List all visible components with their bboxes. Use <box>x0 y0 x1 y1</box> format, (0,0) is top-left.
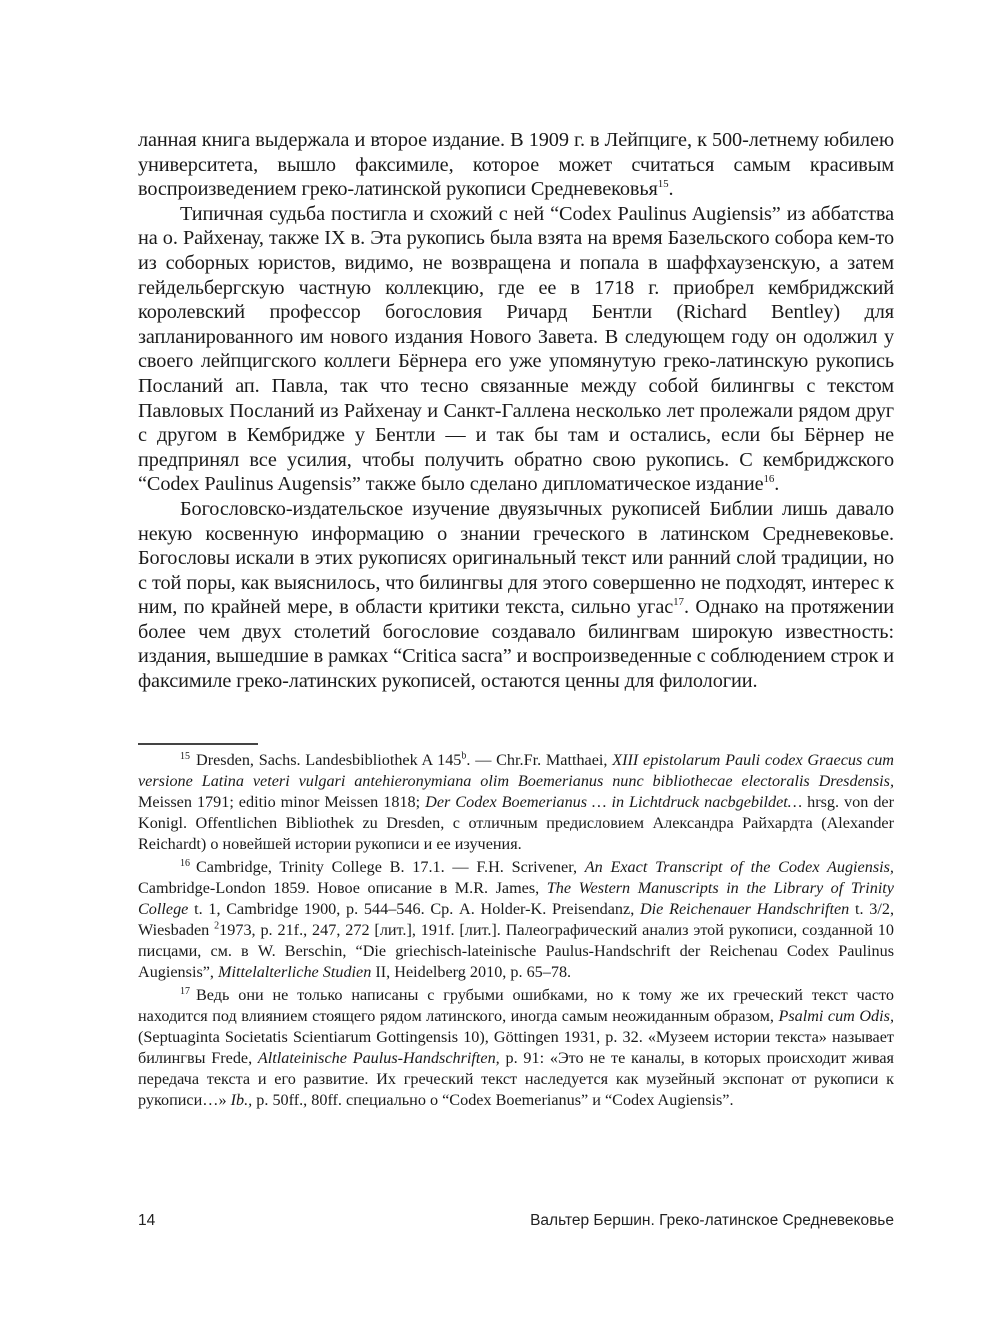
text-run: p. 91: «Это не те каналы, в которых происходит живая передача текста и его развитие. Их греческий текст наследуется как музейный экспонат от рукописи к рукописи…» <box>138 1049 894 1109</box>
footnote-text <box>138 751 894 853</box>
text-run: II, Heidelberg 2010, p. 65–78. <box>371 963 572 981</box>
italic-text: An Exact Transcript of the Codex Augiensis, <box>584 858 894 876</box>
text-run: Dresden, Sachs. Landesbibliothek A 145 <box>196 751 462 769</box>
paragraph-2 <box>138 202 894 497</box>
italic-text: Mittelalterliche Studien <box>218 963 372 981</box>
footnote-text <box>138 858 894 981</box>
paragraph-tail: . <box>668 178 674 201</box>
text-run: Ведь они не только написаны с грубыми ошибками, но к тому же их греческий текст часто находится под влиянием стоящего рядом латинского, иногда самым неожиданным образом, <box>138 986 894 1025</box>
footnote-text <box>138 986 894 1109</box>
superscript: b <box>461 750 467 762</box>
paragraph-1 <box>138 128 894 202</box>
superscript: 2 <box>214 920 220 932</box>
paragraph-text: Богословско-издательское изучение двуязычных рукописей Библии лишь давало некую косвенную информацию о знании греческого в латинском Средневековье. Богословы искали в этих рукописях оригинальный текст или ранний слой традиции, но с той поры, как выяснилось, что билингвы для этого совершенно не подходят, интерес к ним, по крайней мере, в области критики текста, сильно угас <box>138 497 894 619</box>
footnote-number: 17 <box>180 985 190 997</box>
paragraph-3 <box>138 497 894 694</box>
text-run: t. 3/2, Wiesbaden <box>138 900 894 939</box>
italic-text: Psalmi cum Odis, <box>778 1007 894 1025</box>
text-run: Cambridge, Trinity College B. 17.1. — F.H. Scrivener, <box>196 858 585 876</box>
text-run: p. 50ff., 80ff. специально о “Codex Boemerianus” и “Codex Augiensis”. <box>252 1091 734 1109</box>
paragraph-text: Типичная судьба постигла и схожий с ней “Codex Paulinus Augiensis” из аббатства на о. Райхенау, также IX в. Эта рукопись была взята на время Базельского собора кем-то из соборных юристов, видимо, не возвращена и попала в шаффхаузенскую, а затем гейдельбергскую частную коллекцию, где ее в 1718 г. приобрел кембриджский королевский профессор богословия Ричард Бентли (Richard Bentley) для запланированного им нового издания Нового Завета. В следующем году он одолжил у своего лейпцигского коллеги Бёрнера его уже упомянутую греко-латинскую рукопись Посланий ап. Павла, так что тесно связанные между собой билингвы с текстом Павловых Посланий из Райхенау и Санкт-Галлена несколько лет пролежали рядом друг с другом в Кембридже у Бентли — и так бы там и остались, если бы Бёрнер не предпринял все усилия, чтобы получить обратно свою рукопись. С кембриджского “Codex Paulinus Augensis” также было сделано дипломатическое издание <box>138 202 894 496</box>
footnote-ref-16[interactable]: 16 <box>763 473 775 486</box>
text-run: 1973, p. 21f., 247, 272 [лит.], 191f. [лит.]. Палеографический анализ этой рукописи, созданной 10 писцами, см. в W. Berschin, “Die griechisch-lateinische Paulus-Handschrift der Reichenau Codex Paulinus Augiensis”, <box>138 921 894 981</box>
italic-text: Altlateinische Paulus-Handschriften, <box>257 1049 500 1067</box>
footnote-15 <box>138 750 894 855</box>
body-text <box>138 128 894 694</box>
text-run: Cambridge-London 1859. Новое описание в M.R. James, <box>138 879 547 897</box>
italic-text: XIII epistolarum Pauli codex Graecus cum versione Latina veteri vulgari antehieronymiana olim Boemerianus nunc bibliothecae electoralis Dresdensis, <box>138 751 894 790</box>
footnotes <box>138 750 894 1113</box>
footnote-number: 16 <box>180 857 190 869</box>
text-run: . — Chr.Fr. Matthaei, <box>466 751 613 769</box>
text-run: t. 1, Cambridge 1900, p. 544–546. Ср. A. Holder-K. Preisendanz, <box>188 900 640 918</box>
text-run: Meissen 1791; editio minor Meissen 1818; <box>138 793 426 811</box>
italic-text: Der Codex Boemerianus … in Lichtdruck nacbgebildet… <box>425 793 803 811</box>
text-run: (Septuaginta Societatis Scientiarum Gottingensis 10), Göttingen 1931, p. 32. «Музеем истории текста» называет билингвы Frede, <box>138 1028 894 1067</box>
main-text <box>138 128 894 694</box>
italic-text: The Western Manuscripts in the Library of Trinity College <box>138 879 894 918</box>
paragraph-text: ланная книга выдержала и второе издание. В 1909 г. в Лейпциге, к 500-летнему юбилею университета, вышло факсимиле, которое может считаться самым красивым воспроизведением греко-латинской рукописи Средневековья <box>138 129 894 201</box>
footnote-17 <box>138 985 894 1111</box>
paragraph-tail: . <box>774 473 780 496</box>
paragraph-tail: . Однако на протяжении более чем двух столетий богословие создавало билингвам широкую известность: издания, вышедшие в рамках “Critica sacra” и воспроизведенные с соблюдением строк и факсимиле греко-латинских рукописей, остаются ценны для филологии. <box>138 596 894 693</box>
page-number: 14 <box>138 1212 156 1229</box>
text-run: hrsg. von der Konigl. Offentlichen Bibliothek zu Dresden, с отличным предисловием Александра Райхардта (Alexander Reichardt) о новейшей истории рукописи и ее изучения. <box>138 793 895 853</box>
footnote-divider <box>138 743 258 745</box>
running-title: Вальтер Бершин. Греко-латинское Средневековье <box>530 1212 894 1229</box>
italic-text: Die Reichenauer Handschriften <box>639 900 850 918</box>
footnote-ref-15[interactable]: 15 <box>657 178 669 191</box>
footnote-16 <box>138 857 894 983</box>
italic-text: Ib., <box>230 1091 253 1109</box>
footnote-ref-17[interactable]: 17 <box>673 596 684 609</box>
footnote-number: 15 <box>180 750 190 762</box>
